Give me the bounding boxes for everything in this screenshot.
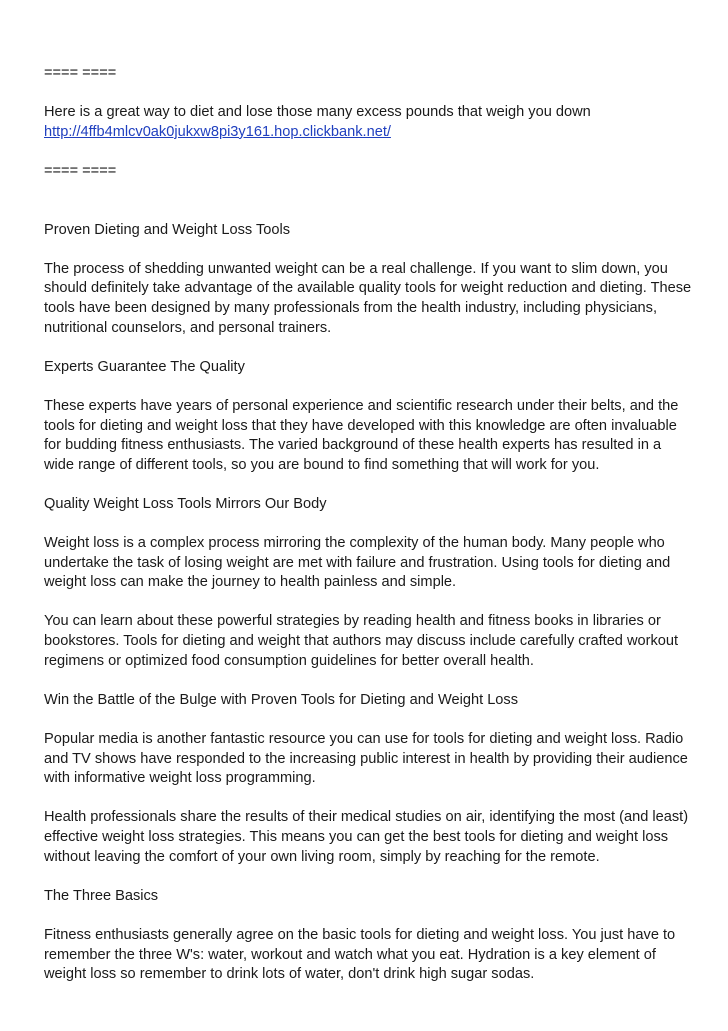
section-heading-battle: Win the Battle of the Bulge with Proven Tools for Dieting and Weight Loss [44, 691, 519, 708]
spacer [44, 593, 694, 613]
separator-top: ==== ==== [44, 65, 117, 81]
paragraph-5: Popular media is another fantastic resource you can use for tools for dieting and weight loss. Radio and TV shows have responded to the increasing public interest in health by providing their audience with informative weight loss programming. [44, 731, 688, 787]
paragraph-7: Fitness enthusiasts generally agree on the basic tools for dieting and weight loss. You just have to remember the three W's: water, workout and watch what you eat. Hydration is a key element of weight loss so remember to drink lots of water, don't drink high sugar sodas. [44, 926, 676, 983]
document-page [44, 64, 694, 985]
spacer [44, 240, 694, 260]
paragraph-6: Health professionals share the results of their medical studies on air, identifying the most (and least) effective weight loss strategies. This means you can get the best tools for dieting and weight loss without leaving the comfort of your own living room, simply by reaching for the remote. [44, 809, 689, 865]
spacer [44, 906, 694, 926]
spacer [44, 789, 694, 809]
section-heading-experts: Experts Guarantee The Quality [44, 358, 245, 375]
spacer [44, 142, 694, 162]
spacer [44, 710, 694, 730]
section-heading-basics: The Three Basics [44, 887, 159, 904]
intro-text: Here is a great way to diet and lose those many excess pounds that weigh you down [44, 104, 591, 121]
paragraph-3: Weight loss is a complex process mirroring the complexity of the human body. Many people who undertake the task of losing weight are met with failure and frustration. Using tools for dieting and weight loss can make the journey to health painless and simple. [44, 535, 671, 591]
spacer [44, 475, 694, 495]
spacer [44, 84, 694, 104]
affiliate-link[interactable]: http://4ffb4mlcv0ak0jukxw8pi3y161.hop.clickbank.net/ [44, 123, 391, 140]
paragraph-1: The process of shedding unwanted weight can be a real challenge. If you want to slim down, you should definitely take advantage of the available quality tools for weight reduction and dieting. These tools have been designed by many professionals from the health industry, including physicians, nutritional counselors, and personal trainers. [44, 260, 692, 336]
paragraph-2: These experts have years of personal experience and scientific research under their belts, and the tools for dieting and weight loss that they have developed with this knowledge are often invaluable for budding fitness enthusiasts. The varied background of these health experts has resulted in a wide range of different tools, so you are bound to find something that will work for you. [44, 397, 679, 473]
document-title: Proven Dieting and Weight Loss Tools [44, 221, 291, 238]
spacer [44, 671, 694, 691]
spacer [44, 867, 694, 887]
paragraph-4: You can learn about these powerful strategies by reading health and fitness books in libraries or bookstores. Tools for dieting and weight that authors may discuss include carefully crafted workout regimens or optimized food consumption guidelines for better overall health. [44, 613, 679, 669]
spacer [44, 182, 694, 221]
section-heading-mirrors: Quality Weight Loss Tools Mirrors Our Body [44, 495, 327, 512]
spacer [44, 514, 694, 534]
spacer [44, 377, 694, 397]
spacer [44, 338, 694, 358]
separator-bottom: ==== ==== [44, 162, 117, 179]
